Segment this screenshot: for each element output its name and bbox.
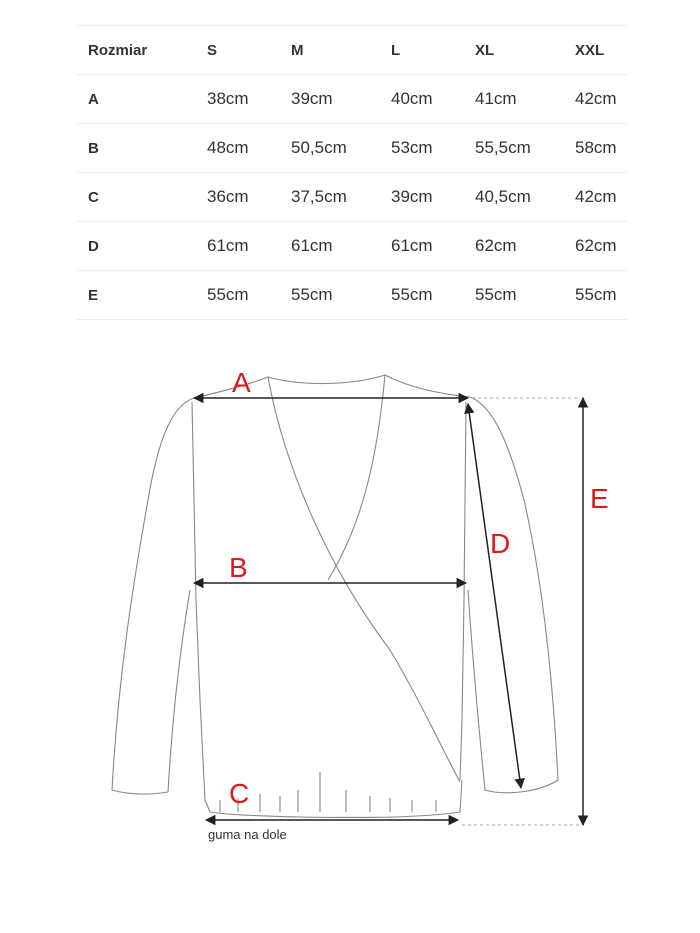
header-cell: S	[195, 26, 279, 75]
table-cell: 62cm	[463, 222, 563, 271]
table-row	[76, 222, 628, 271]
label-b: B	[229, 552, 248, 583]
table-cell: 38cm	[195, 75, 279, 124]
table-cell: 48cm	[195, 124, 279, 173]
table-cell: 42cm	[563, 75, 628, 124]
hem-elastic-note: guma na dole	[208, 827, 287, 842]
header-cell: L	[379, 26, 463, 75]
table-row	[76, 124, 628, 173]
left-body-side	[192, 402, 210, 812]
table-cell: 42cm	[563, 173, 628, 222]
label-e: E	[590, 483, 609, 514]
table-cell: 55cm	[379, 271, 463, 320]
table-cell: 55,5cm	[463, 124, 563, 173]
table-header-row	[76, 26, 628, 75]
header-cell: M	[279, 26, 379, 75]
table-cell: 61cm	[195, 222, 279, 271]
measurement-lines	[194, 398, 583, 825]
row-label: D	[76, 222, 195, 271]
table-cell: 55cm	[195, 271, 279, 320]
table-row	[76, 271, 628, 320]
hem-ribbing	[220, 772, 436, 812]
table-cell: 40,5cm	[463, 173, 563, 222]
row-label: B	[76, 124, 195, 173]
table-cell: 50,5cm	[279, 124, 379, 173]
label-c: C	[229, 778, 250, 809]
wrap-front-line	[268, 377, 460, 782]
table-cell: 55cm	[463, 271, 563, 320]
size-table	[76, 25, 628, 320]
table-cell: 61cm	[379, 222, 463, 271]
table-cell: 61cm	[279, 222, 379, 271]
wrap-back-line	[328, 375, 385, 580]
row-label: A	[76, 75, 195, 124]
row-label: E	[76, 271, 195, 320]
measurement-guides	[462, 398, 580, 825]
table-cell: 39cm	[279, 75, 379, 124]
table-cell: 41cm	[463, 75, 563, 124]
table-row	[76, 75, 628, 124]
table-cell: 37,5cm	[279, 173, 379, 222]
table-row	[76, 173, 628, 222]
table-cell: 53cm	[379, 124, 463, 173]
right-body-side	[460, 402, 466, 780]
table-cell: 55cm	[279, 271, 379, 320]
label-d: D	[490, 528, 511, 559]
garment-outline	[112, 375, 558, 817]
table-cell: 39cm	[379, 173, 463, 222]
header-cell: Rozmiar	[76, 26, 195, 75]
row-label: C	[76, 173, 195, 222]
label-a: A	[232, 367, 251, 398]
table-cell: 58cm	[563, 124, 628, 173]
garment-diagram	[0, 330, 700, 870]
table-cell: 36cm	[195, 173, 279, 222]
table-cell: 40cm	[379, 75, 463, 124]
left-sleeve	[112, 398, 194, 794]
header-cell: XL	[463, 26, 563, 75]
table-cell: 55cm	[563, 271, 628, 320]
table-cell: 62cm	[563, 222, 628, 271]
header-cell: XXL	[563, 26, 628, 75]
